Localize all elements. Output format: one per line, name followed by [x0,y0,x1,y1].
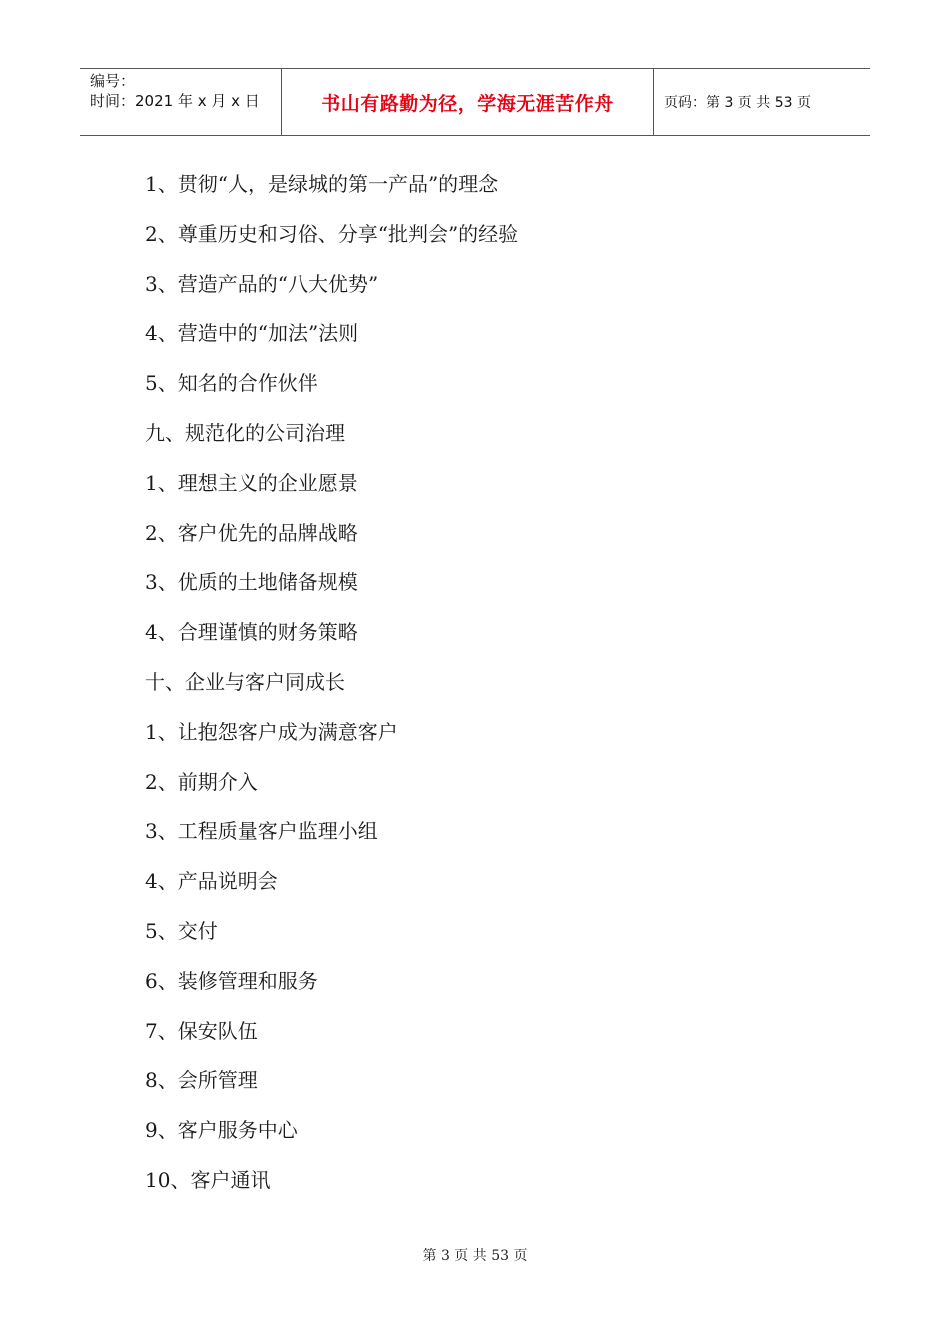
outline-item: 3、优质的土地储备规模 [145,570,358,595]
outline-item: 4、营造中的“加法”法则 [145,321,359,346]
document-date-label: 时间：2021 年 x 月 x 日 [90,92,260,110]
header-meta [80,69,282,135]
outline-item: 3、营造产品的“八大优势” [145,271,379,296]
outline-item: 6、装修管理和服务 [145,968,318,993]
page-header [80,68,870,136]
outline-item: 8、会所管理 [145,1068,258,1093]
outline-item: 1、让抱怨客户成为满意客户 [145,719,398,744]
header-motto: 书山有路勤为径，学海无涯苦作舟 [321,92,614,115]
outline-item: 2、客户优先的品牌战略 [145,520,358,545]
outline-item: 10、客户通讯 [145,1167,271,1192]
outline-item: 4、产品说明会 [145,869,278,894]
header-page-info [654,69,870,135]
document-number-label: 编号： [90,72,136,90]
page-footer [0,1245,950,1265]
outline-item: 2、前期介入 [145,769,258,794]
outline-item: 1、贯彻“人，是绿城的第一产品”的理念 [145,172,499,196]
outline-item: 5、知名的合作伙伴 [145,371,318,396]
outline-item: 1、理想主义的企业愿景 [145,470,358,495]
section-heading: 九、规范化的公司治理 [145,420,345,445]
outline-item: 5、交付 [145,918,218,943]
footer-page-number: 第 3 页 共 53 页 [422,1248,528,1264]
document-body [145,167,845,1213]
outline-item: 9、客户服务中心 [145,1118,298,1143]
outline-item: 7、保安队伍 [145,1018,258,1043]
section-heading: 十、企业与客户同成长 [145,669,345,694]
outline-item: 3、工程质量客户监理小组 [145,819,378,844]
header-motto-cell [282,69,654,135]
header-page-label: 页码：第 3 页 共 53 页 [664,95,811,111]
outline-item: 2、尊重历史和习俗、分享“批判会”的经验 [145,221,519,246]
outline-item: 4、合理谨慎的财务策略 [145,620,358,645]
